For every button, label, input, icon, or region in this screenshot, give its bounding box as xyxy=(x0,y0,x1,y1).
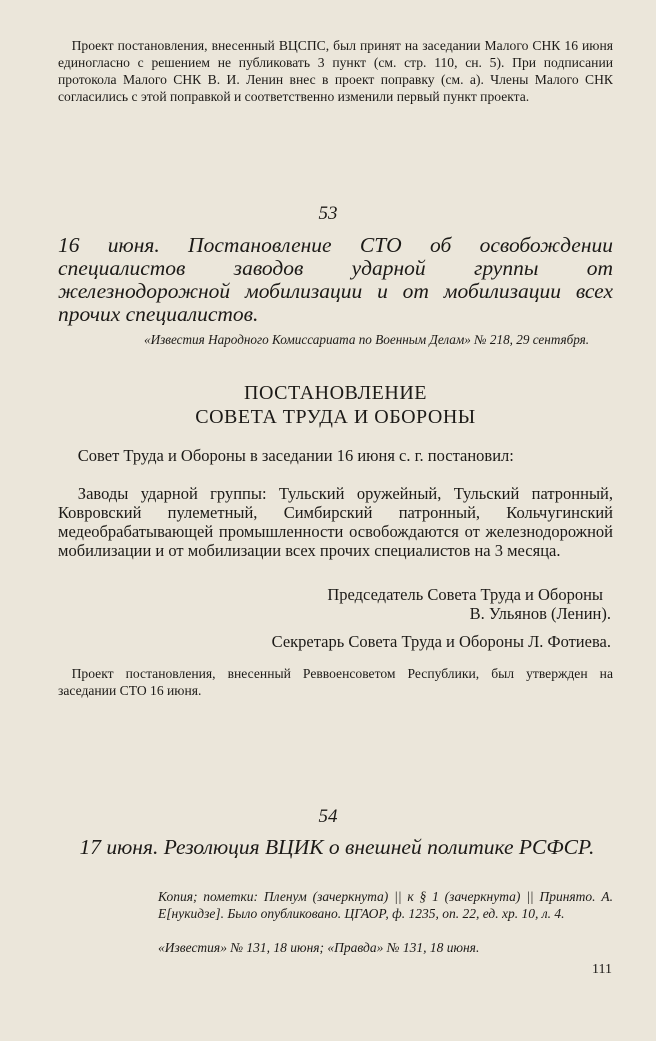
decree-title-line1: ПОСТАНОВЛЕНИЕ xyxy=(244,382,427,404)
archival-notes-54: Копия; пометки: Пленум (зачеркнута) || к § 1 (зачеркнута) || Принято. А. Е[нукидзе]. Было опубликовано. ЦГАОР, ф. 1235, оп. 22, ед. хр. 10, л. 4. xyxy=(158,889,613,921)
document-heading-54: 17 июня. Резолюция ВЦИК о внешней политике РСФСР. xyxy=(79,835,595,859)
decree-title-line2: СОВЕТА ТРУДА И ОБОРОНЫ xyxy=(195,406,476,428)
signature-secretary: Секретарь Совета Труда и Обороны Л. Фотиева. xyxy=(271,632,611,651)
page-number: 111 xyxy=(592,962,612,977)
publication-notes-54: «Известия» № 131, 18 июня; «Правда» № 131, 18 июня. xyxy=(158,940,480,955)
footnote-53: Проект постановления, внесенный Реввоенсоветом Республики, был утвержден на заседании СТО 16 июня. xyxy=(58,666,613,698)
source-citation-53: «Известия Народного Комиссариата по Военным Делам» № 218, 29 сентября. xyxy=(144,332,590,347)
decree-paragraph-2: Заводы ударной группы: Тульский оружейный, Тульский патронный, Ковровский пулеметный, Симбирский патронный, Кольчугинский медеобрабатывающей промышленности освобождаются от железнодорожной мобилизации и от мобилизации всех прочих специалистов на 3 месяца. xyxy=(58,484,613,560)
intro-note: Проект постановления, внесенный ВЦСПС, был принят на заседании Малого СНК 16 июня единогласно с решением не публиковать 3 пункт (см. стр. 110, сн. 5). При подписании протокола Малого СНК В. И. Ленин внес в проект поправку (см. а). Члены Малого СНК согласились с этой поправкой и соответственно изменили первый пункт проекта. xyxy=(58,38,613,104)
decree-paragraph-1: Совет Труда и Обороны в заседании 16 июня с. г. постановил: xyxy=(77,446,514,465)
document-number-53: 53 xyxy=(318,203,338,224)
document-heading-53: 16 июня. Постановление СТО об освобождении специалистов заводов ударной группы от железнодорожной мобилизации и от мобилизации всех прочих специалистов. xyxy=(58,233,613,326)
document-number-54: 54 xyxy=(318,806,338,827)
signature-chairman-title: Председатель Совета Труда и Обороны xyxy=(327,585,603,604)
signature-chairman-name: В. Ульянов (Ленин). xyxy=(469,604,611,623)
